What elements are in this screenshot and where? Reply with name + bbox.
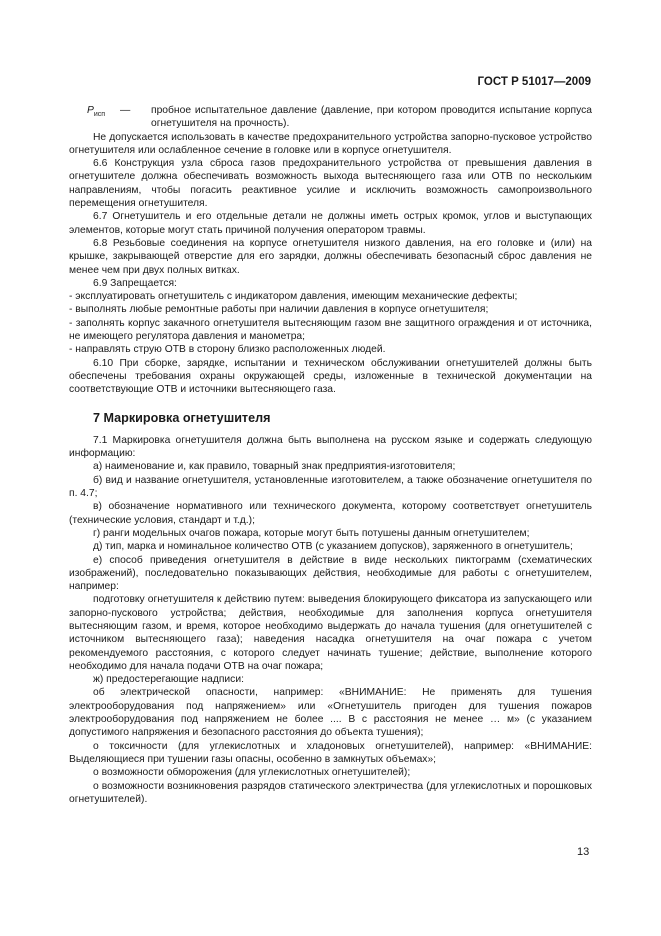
list-item: г) ранги модельных очагов пожара, которые могут быть потушены данным огнетушителем; [93, 527, 530, 539]
list-item: о токсичности (для углекислотных и хладоновых огнетушителей), например: «ВНИМАНИЕ: Выделяющиеся при тушении газы опасны, особенно в замкнутых объемах»; [69, 740, 592, 765]
definition-dash: — [120, 105, 131, 116]
list-item: о возможности обморожения (для углекислотных огнетушителей); [93, 767, 411, 779]
paragraph-6-10: 6.10 При сборке, зарядке, испытании и техническом обслуживании огнетушителей должны быть обеспечены требования охраны окружающей среды, изложенные в технической документации на соответствующие ОТВ и источники вытесняющего газа. [69, 357, 592, 396]
section-title: 7 Маркировка огнетушителя [93, 410, 271, 425]
list-item: об электрической опасности, например: «ВНИМАНИЕ: Не применять для тушения электрооборудования под напряжением» или «Огнетушитель пригоден для тушения пожаров электрооборудования под напряжением не более .... В с расстояния не менее … м» (с указанием допустимого напряжения и безопасного расстояния до объекта тушения); [69, 687, 592, 739]
list-item: б) вид и название огнетушителя, установленные изготовителем, а также обозначение огнетушителя по п. 4.7; [69, 474, 592, 500]
paragraph-6-6: 6.6 Конструкция узла сброса газов предохранительного устройства от превышения давления в огнетушителе должна обеспечивать возможность выхода вытесняющего газа или ОТВ по нескольким направлениям, чтобы погасить реактивное усилие и исключить возможность самопроизвольного перемещения огнетушителя. [69, 158, 592, 210]
paragraph-6-8: 6.8 Резьбовые соединения на корпусе огнетушителя низкого давления, на его головке и (или) на крышке, закрывающей отверстие для его зарядки, должны обеспечивать безопасный сброс давления не менее чем при двух полных витках. [69, 237, 592, 276]
paragraph: Не допускается использовать в качестве предохранительного устройства запорно-пусковое устройство огнетушителя или ослабленное сечение в головке или в корпусе огнетушителя. [69, 131, 592, 156]
prohibition-item: - эксплуатировать огнетушитель с индикатором давления, имеющим механические дефекты; [69, 291, 518, 303]
paragraph-6-7: 6.7 Огнетушитель и его отдельные детали не должны иметь острых кромок, углов и выступающих элементов, которые могут стать причиной получения оператором травмы. [69, 211, 592, 236]
document-code: ГОСТ Р 51017—2009 [477, 76, 591, 88]
definition-row [69, 104, 592, 131]
list-item: подготовку огнетушителя к действию путем: выведения блокирующего фиксатора из запускающего или запорно-пускового устройства; действия, необходимые для заполнения корпуса огнетушителя вытесняющим газом, и время, которое необходимо выдержать до начала тушения (для огнетушителей с источником вытесняющего газа); наведения насадка огнетушителя на очаг пожара с учетом рекомендуемого расстояния, с которого следует начинать тушение; действие, выполнение которого необходимо для начала подачи ОТВ на очаг пожара; [69, 594, 592, 672]
page-body [69, 104, 592, 806]
paragraph-6-9: 6.9 Запрещается: [93, 277, 177, 289]
list-item: д) тип, марка и номинальное количество ОТВ (с указанием допусков), заряженного в огнетушитель; [93, 541, 573, 553]
list-item: о возможности возникновения разрядов статического электричества (для углекислотных и порошковых огнетушителей). [69, 780, 592, 805]
prohibition-item: - направлять струю ОТВ в сторону близко расположенных людей. [69, 344, 386, 356]
definition-subscript: исп [93, 111, 106, 119]
paragraph-7-1: 7.1 Маркировка огнетушителя должна быть выполнена на русском языке и содержать следующую информацию: [69, 434, 592, 460]
definition-symbol: $P_{исп}$ [87, 105, 106, 119]
prohibition-item: - заполнять корпус закачного огнетушителя вытесняющим газом вне защитного ограждения и от источника, не имеющего регулятора давления и манометра; [69, 317, 592, 343]
page-number: 13 [577, 846, 590, 858]
list-item: а) наименование и, как правило, товарный знак предприятия-изготовителя; [93, 461, 456, 473]
definition-text: пробное испытательное давление (давление, при котором проводится испытание корпуса огнетушителя на прочность). [151, 105, 592, 130]
list-item: в) обозначение нормативного или технического документа, которому соответствует огнетушитель (технические условия, стандарт и т.д.); [69, 501, 592, 526]
list-item: е) способ приведения огнетушителя в действие в виде нескольких пиктограмм (схематических изображений), последовательно показывающих действия, необходимые для работы с огнетушителем, например: [69, 554, 592, 593]
prohibition-item: - выполнять любые ремонтные работы при наличии давления в корпусе огнетушителя; [69, 304, 489, 316]
list-item: ж) предостерегающие надписи: [93, 674, 244, 686]
